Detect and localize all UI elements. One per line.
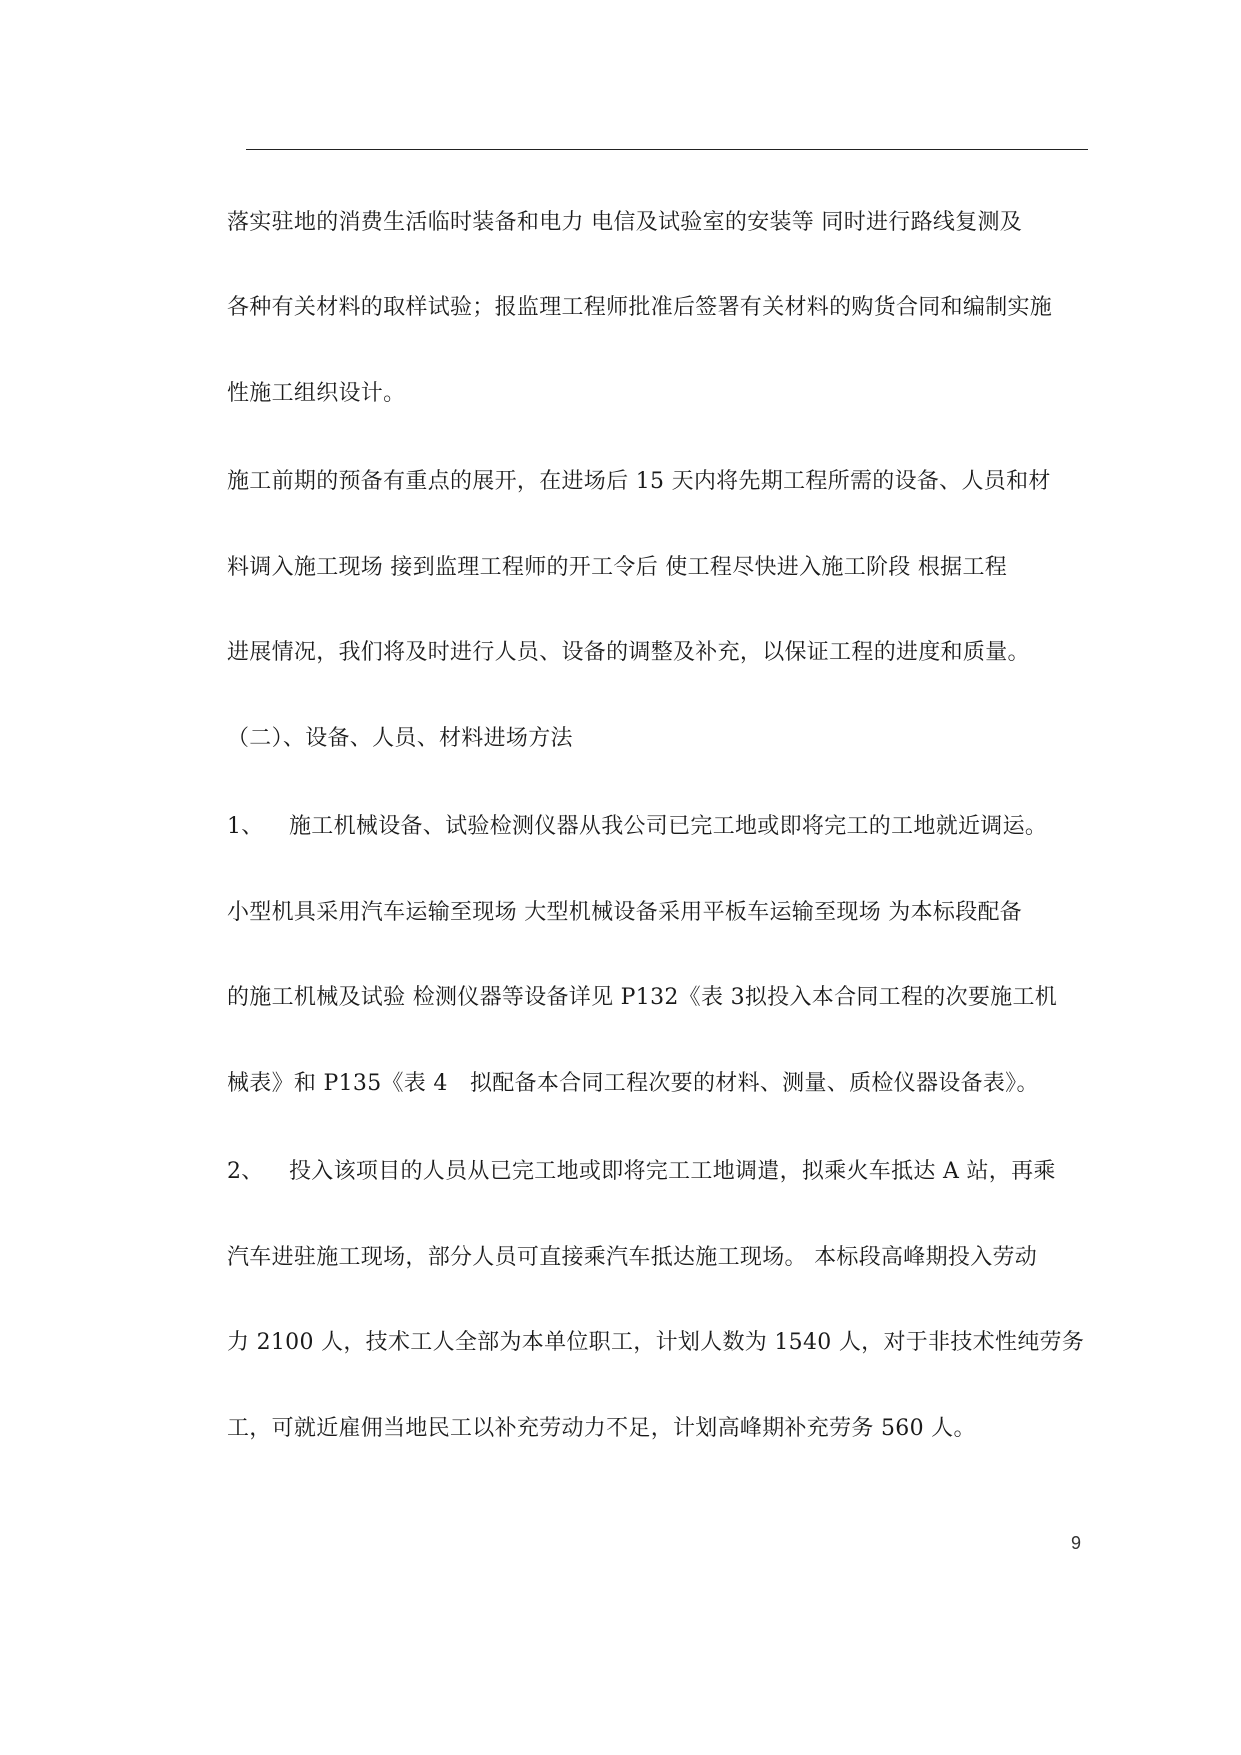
list-item-text: 施工机械设备、试验检测仪器从我公司已完工地或即将完工的工地就近调运。 xyxy=(289,814,1048,839)
paragraph-line: 料调入施工现场 接到监理工程师的开工令后 使工程尽快进入施工阶段 根据工程 xyxy=(227,555,1008,580)
paragraph-line: 落实驻地的消费生活临时装备和电力 电信及试验室的安装等 同时进行路线复测及 xyxy=(227,210,1023,235)
list-item-number: 1、 xyxy=(227,814,264,839)
paragraph-line: 力 2100 人，技术工人全部为本单位职工，计划人数为 1540 人，对于非技术性纯劳务 xyxy=(227,1330,1085,1355)
paragraph-line: 施工前期的预备有重点的展开，在进场后 15 天内将先期工程所需的设备、人员和材 xyxy=(227,469,1051,494)
header-rule xyxy=(246,149,1088,150)
section-heading: （二）、设备、人员、材料进场方法 xyxy=(227,726,573,751)
page-number: 9 xyxy=(1071,1533,1082,1553)
paragraph-line: 进展情况，我们将及时进行人员、设备的调整及补充，以保证工程的进度和质量。 xyxy=(227,640,1030,665)
paragraph-line: 的施工机械及试验 检测仪器等设备详见 P132《表 3拟投入本合同工程的次要施工机 xyxy=(227,985,1058,1010)
paragraph-line: 各种有关材料的取样试验；报监理工程师批准后签署有关材料的购货合同和编制实施 xyxy=(227,295,1053,320)
list-item-number: 2、 xyxy=(227,1159,264,1184)
paragraph-line: 小型机具采用汽车运输至现场 大型机械设备采用平板车运输至现场 为本标段配备 xyxy=(227,900,1023,925)
list-item-1 xyxy=(227,812,1047,842)
paragraph-line: 汽车进驻施工现场，部分人员可直接乘汽车抵达施工现场。 本标段高峰期投入劳动 xyxy=(227,1245,1038,1270)
paragraph-line: 性施工组织设计。 xyxy=(227,381,406,406)
paragraph-line: 工，可就近雇佣当地民工以补充劳动力不足，计划高峰期补充劳务 560 人。 xyxy=(227,1416,976,1441)
list-item-2 xyxy=(227,1157,1056,1187)
list-item-text: 投入该项目的人员从已完工地或即将完工工地调遣，拟乘火车抵达 A 站，再乘 xyxy=(289,1159,1056,1184)
paragraph-line: 械表》和 P135《表 4 拟配备本合同工程次要的材料、测量、质检仪器设备表》。 xyxy=(227,1071,1039,1096)
